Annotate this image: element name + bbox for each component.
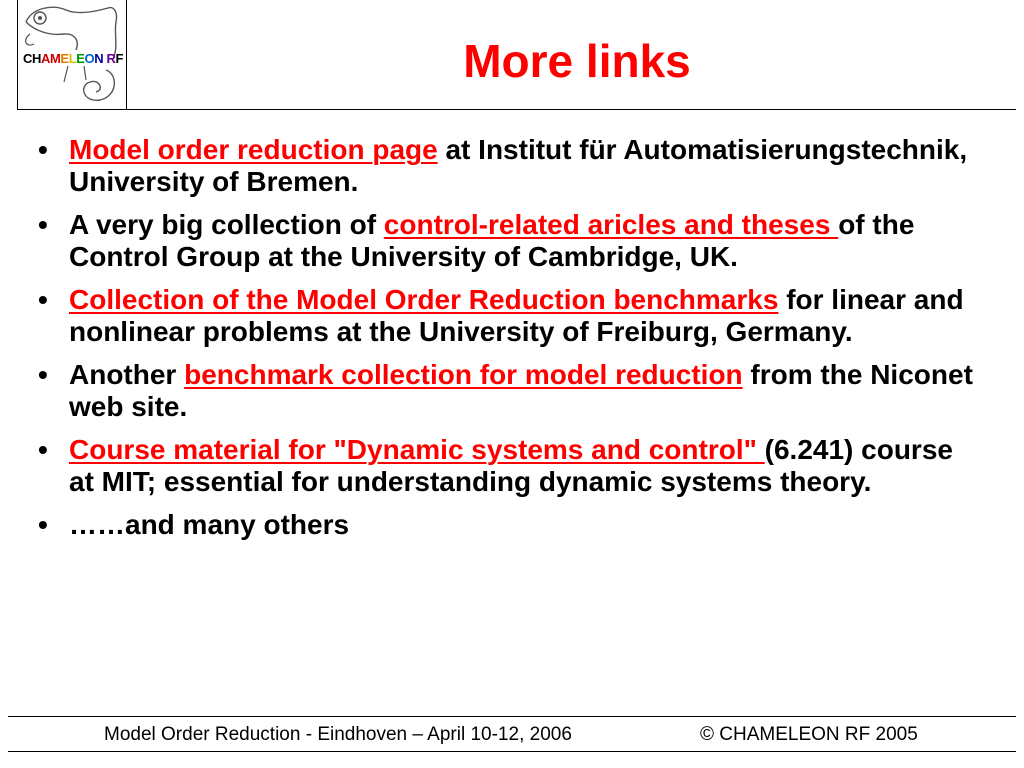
logo-letter: F (115, 51, 124, 66)
bullet-text (69, 509, 978, 541)
hyperlink[interactable]: control-related aricles and theses (383, 209, 839, 240)
bullet-plain-text: (6.241) course at MIT; essential for understanding dynamic systems theory. (69, 434, 953, 497)
logo-letter: R (106, 51, 116, 66)
bullet-plain-text: for linear and nonlinear problems at the University of Freiburg, Germany. (69, 284, 964, 347)
bullet-item (38, 134, 978, 198)
title-divider (17, 109, 1016, 110)
logo-letter: C (22, 51, 32, 66)
bullet-item (38, 509, 978, 541)
hyperlink[interactable]: benchmark collection for model reduction (184, 359, 743, 390)
bullet-dot: • (38, 509, 48, 540)
bullet-item (38, 359, 978, 423)
bullet-list (38, 134, 978, 552)
bullet-dot: • (38, 134, 48, 165)
bullet-text (69, 434, 978, 498)
logo-letter: H (31, 51, 41, 66)
bullet-plain-text: Another (69, 359, 185, 390)
logo-letter: E (60, 51, 69, 66)
chameleon-logo (17, 0, 127, 110)
bullet-item (38, 434, 978, 498)
footer-copyright: © CHAMELEON RF 2005 (700, 724, 918, 745)
bullet-plain-text: A very big collection of (69, 209, 384, 240)
logo-wordmark (21, 51, 125, 66)
hyperlink[interactable]: Collection of the Model Order Reduction benchmarks (69, 284, 779, 315)
logo-letter: L (68, 51, 77, 66)
footer-divider-top (8, 716, 1016, 717)
bullet-dot: • (38, 434, 48, 465)
bullet-dot: • (38, 209, 48, 240)
logo-letter: N (94, 51, 104, 66)
bullet-item (38, 284, 978, 348)
footer-divider-bottom (8, 751, 1016, 752)
footer-event: Model Order Reduction - Eindhoven – April 10-12, 2006 (104, 724, 572, 745)
logo-letter: A (40, 51, 50, 66)
bullet-plain-text: of the Control Group at the University of Cambridge, UK. (69, 209, 915, 272)
bullet-item (38, 209, 978, 273)
slide-title: More links (463, 35, 691, 87)
logo-letter: E (76, 51, 85, 66)
bullet-text (69, 359, 978, 423)
bullet-plain-text: at Institut für Automatisierungstechnik, University of Bremen. (69, 134, 968, 197)
bullet-dot: • (38, 284, 48, 315)
logo-letter: M (49, 51, 61, 66)
logo-letter: O (84, 51, 95, 66)
hyperlink[interactable]: Model order reduction page (69, 134, 438, 165)
hyperlink[interactable]: Course material for "Dynamic systems and control" (69, 434, 765, 465)
bullet-text (69, 134, 978, 198)
bullet-text (69, 209, 978, 273)
bullet-plain-text: from the Niconet web site. (69, 359, 973, 422)
bullet-plain-text: ……and many others (69, 509, 350, 540)
bullet-dot: • (38, 359, 48, 390)
bullet-text (69, 284, 978, 348)
